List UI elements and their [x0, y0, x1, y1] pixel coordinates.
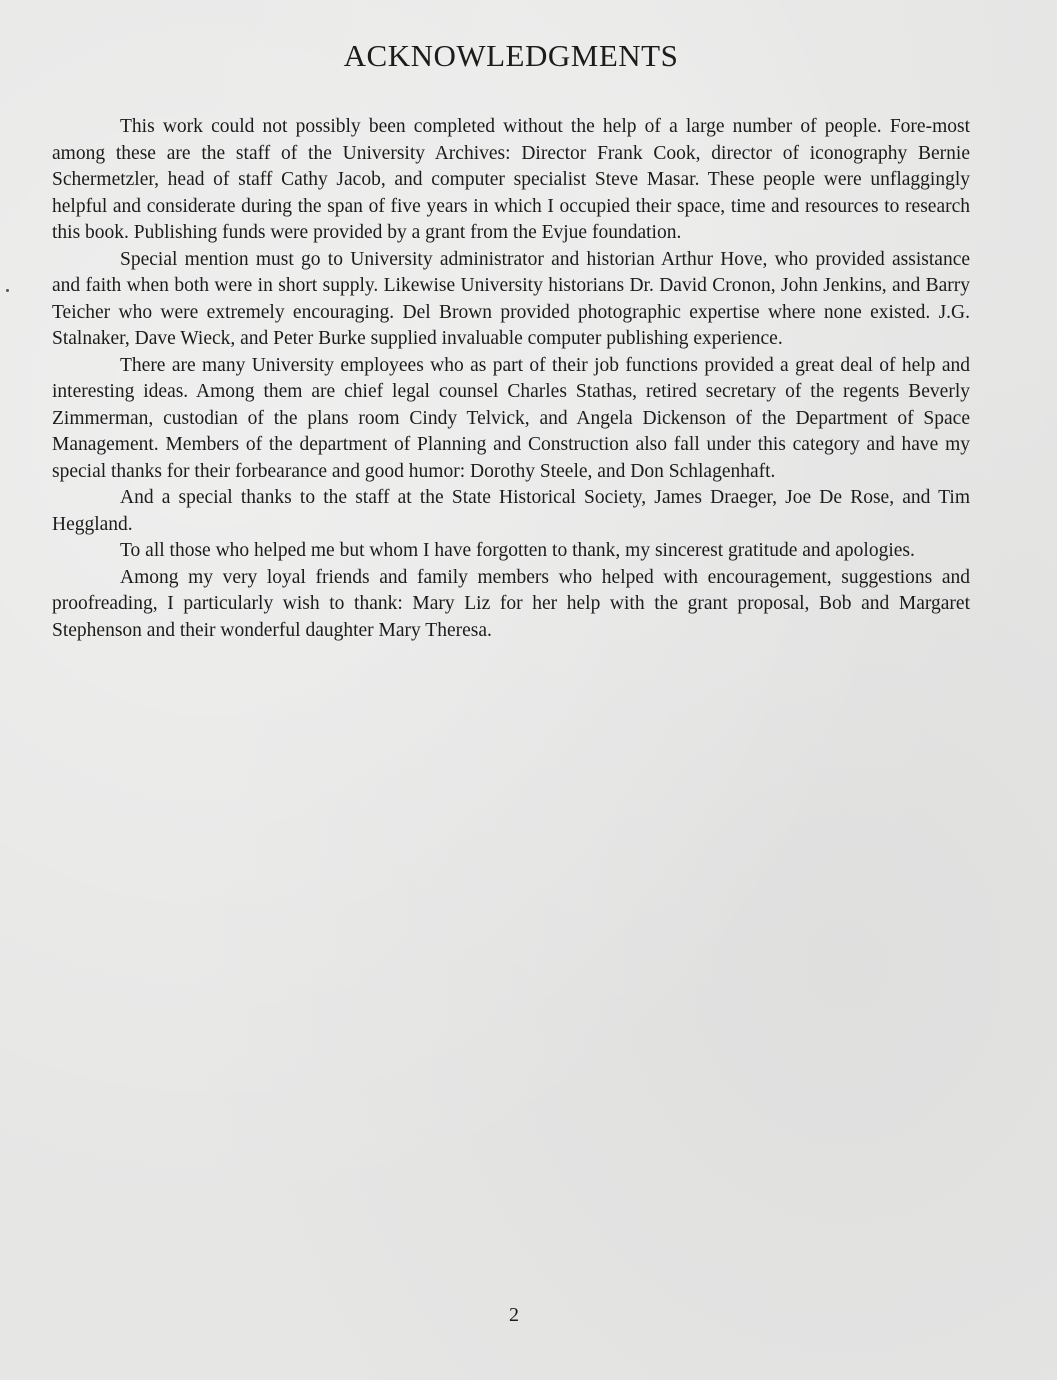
paragraph-forgotten-thanks: To all those who helped me but whom I have forgotten to thank, my sincerest gratitude and apologies.	[120, 540, 915, 561]
page-number: 2	[509, 1304, 519, 1326]
paragraph-friends-family: Among my very loyal friends and family members who helped with encouragement, suggestions and proofreading, I particularly wish to thank: Mary Liz for her help with the grant proposal, Bob and Margaret Stephenson and their wonderful daughter Mary Theresa.	[52, 566, 970, 641]
acknowledgments-body	[52, 114, 970, 644]
paragraph-archives-staff: This work could not possibly been completed without the help of a large number of people. Fore-most among these are the staff of the University Archives: Director Frank Cook, director of iconography Bernie Schermetzler, head of staff Cathy Jacob, and computer specialist Steve Masar. These people were unflaggingly helpful and considerate during the span of five years in which I occupied their space, time and resources to research this book. Publishing funds were provided by a grant from the Evjue foundation.	[52, 116, 970, 243]
stray-dot-mark	[6, 289, 9, 292]
paragraph-university-employees: There are many University employees who as part of their job functions provided a great deal of help and interesting ideas. Among them are chief legal counsel Charles Stathas, retired secretary of the regents Beverly Zimmerman, custodian of the plans room Cindy Telvick, and Angela Dickenson of the Department of Space Management. Members of the department of Planning and Construction also fall under this category and have my special thanks for their forbearance and good humor: Dorothy Steele, and Don Schlagenhaft.	[52, 354, 970, 482]
page-title: ACKNOWLEDGMENTS	[343, 38, 679, 73]
paragraph-historical-society: And a special thanks to the staff at the State Historical Society, James Draeger, Joe De Rose, and Tim Heggland.	[52, 487, 970, 535]
paragraph-historians: Special mention must go to University administrator and historian Arthur Hove, who provided assistance and faith when both were in short supply. Likewise University historians Dr. David Cronon, John Jenkins, and Barry Teicher who were extremely encouraging. Del Brown provided photographic expertise where none existed. J.G. Stalnaker, Dave Wieck, and Peter Burke supplied invaluable computer publishing experience.	[52, 248, 970, 349]
